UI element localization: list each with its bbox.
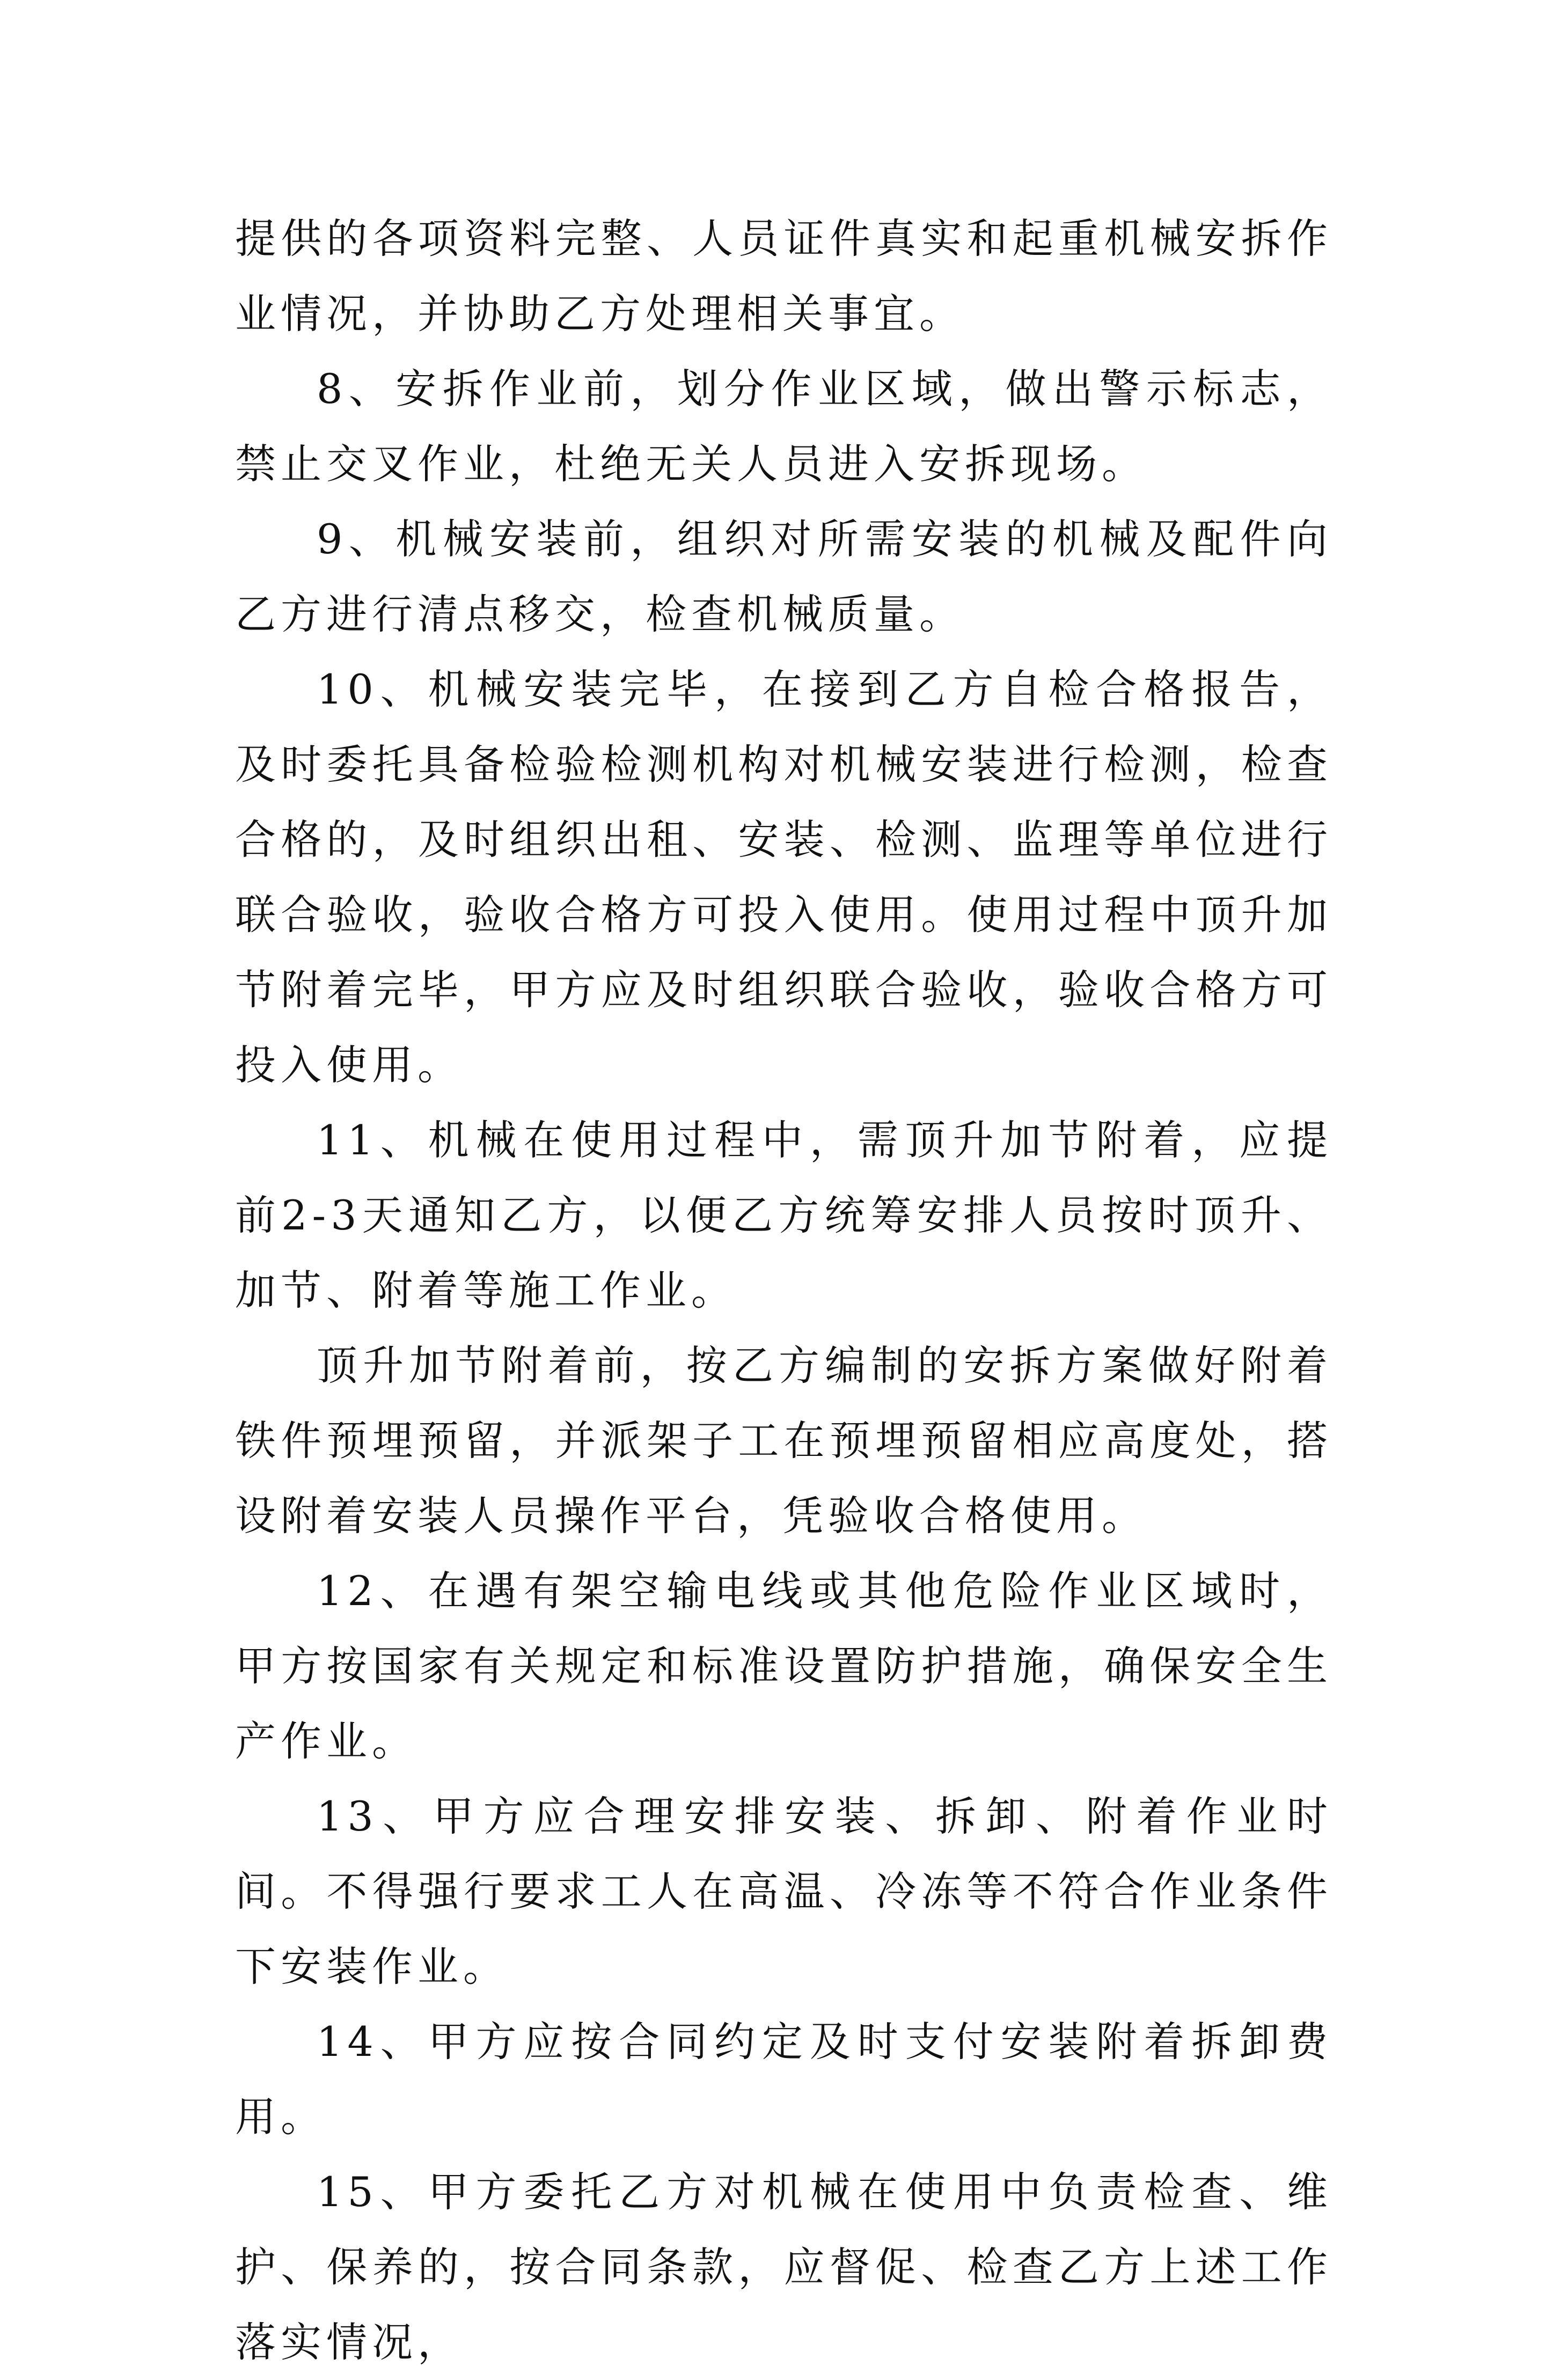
paragraph-item-8: 8、安拆作业前，划分作业区域，做出警示标志，禁止交叉作业，杜绝无关人员进入安拆现场。 bbox=[235, 365, 1332, 488]
paragraph-item-14: 14、甲方应按合同约定及时支付安装附着拆卸费用。 bbox=[235, 2018, 1332, 2141]
paragraph-item-13: 13、甲方应合理安排安装、拆卸、附着作业时间。不得强行要求工人在高温、冷冻等不符合作业条件下安装作业。 bbox=[235, 1792, 1332, 1990]
paragraph-item-10: 10、机械安装完毕，在接到乙方自检合格报告，及时委托具备检验检测机构对机械安装进行检测，检查合格的，及时组织出租、安装、检测、监理等单位进行联合验收，验收合格方可投入使用。使用过程中顶升加节附着完毕，甲方应及时组织联合验收，验收合格方可投入使用。 bbox=[235, 665, 1332, 1089]
paragraph-item-11-detail: 顶升加节附着前，按乙方编制的安拆方案做好附着铁件预埋预留，并派架子工在预埋预留相应高度处，搭设附着安装人员操作平台，凭验收合格使用。 bbox=[235, 1342, 1332, 1540]
paragraph-item-12: 12、在遇有架空输电线或其他危险作业区域时，甲方按国家有关规定和标准设置防护措施，确保安全生产作业。 bbox=[235, 1567, 1332, 1765]
paragraph-continuation: 提供的各项资料完整、人员证件真实和起重机械安拆作业情况，并协助乙方处理相关事宜。 bbox=[235, 215, 1332, 338]
paragraph-item-15: 15、甲方委托乙方对机械在使用中负责检查、维护、保养的，按合同条款，应督促、检查乙方上述工作落实情况， bbox=[235, 2168, 1332, 2366]
document-page bbox=[235, 201, 1332, 2380]
paragraph-item-9: 9、机械安装前，组织对所需安装的机械及配件向乙方进行清点移交，检查机械质量。 bbox=[235, 515, 1332, 638]
paragraph-item-11: 11、机械在使用过程中，需顶升加节附着，应提前2-3天通知乙方，以便乙方统筹安排人员按时顶升、加节、附着等施工作业。 bbox=[235, 1116, 1332, 1314]
